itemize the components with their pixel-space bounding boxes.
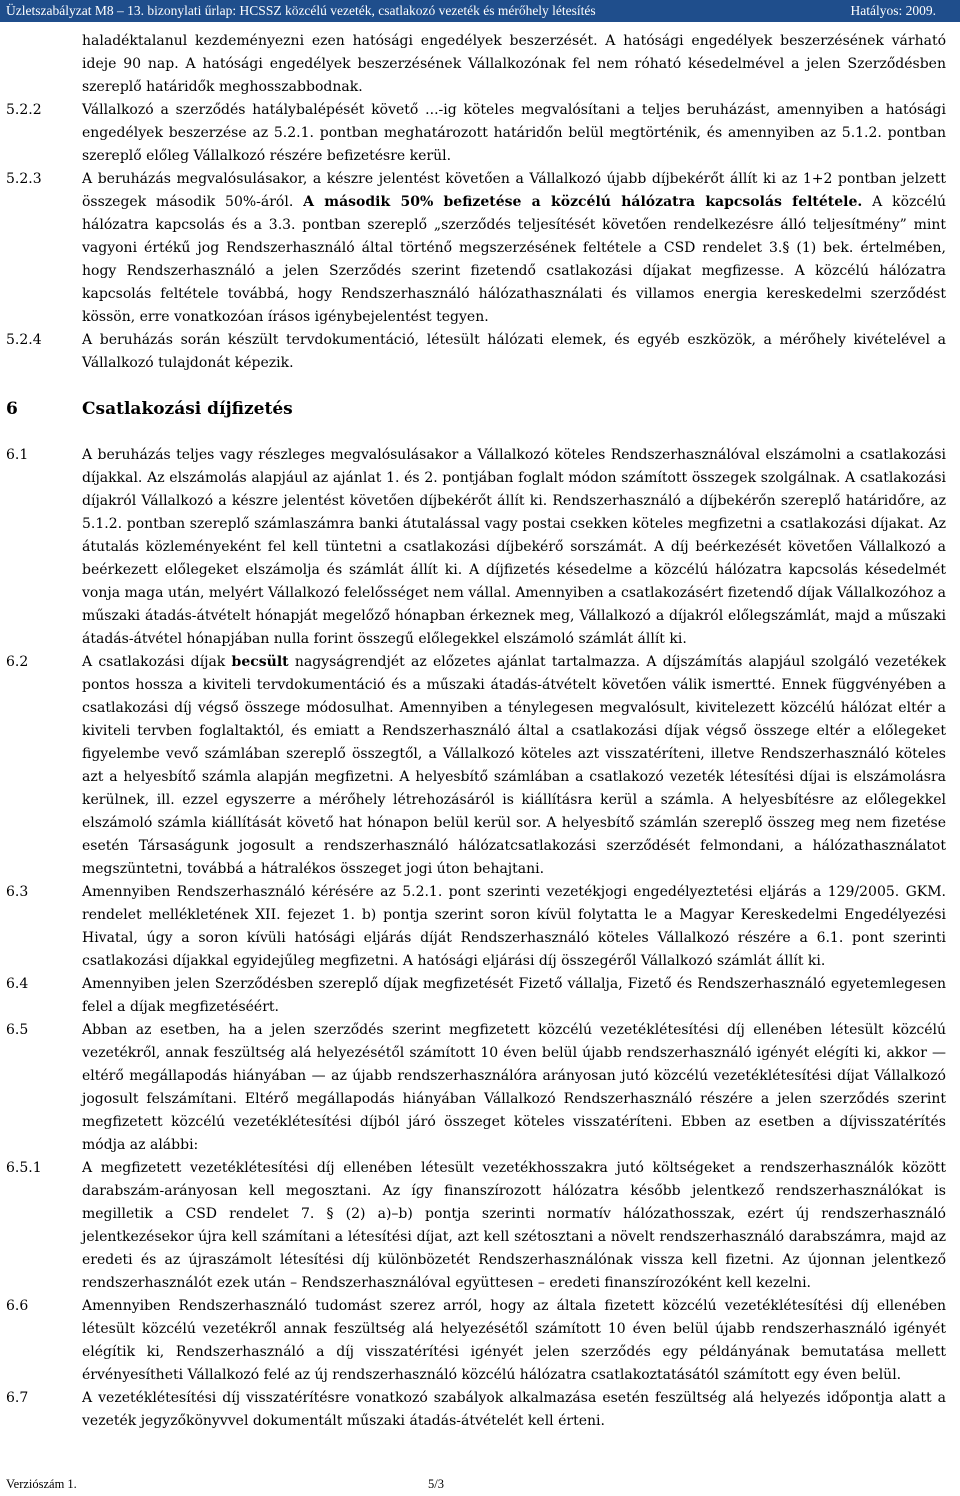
page-number: 5/3 — [428, 1477, 444, 1491]
paragraph-number: 6.4 — [6, 976, 29, 992]
paragraph-text-part: A közcélú hálózatra kapcsolás és a 3.3. pontban szereplő „szerződés teljesítését követően rendelkezésre álló teljesítmény” mint vagyoni értékű jog Rendszerhasználó által történő megszerzésének feltétele a CSD rendelet 3.§ (1) bek. értelmében, hogy Rendszerhasználó a jelen Szerződés szerint fizetendő csatlakozási díjakat megfizesse. A közcélú hálózatra kapcsolás feltétele továbbá, hogy Rendszerhasználó hálózathasználati és villamos energia kereskedelmi szerződést kössön, erre vonatkozóan írásos igénybejelentést tegyen. — [82, 194, 946, 325]
paragraph-6-3 — [6, 881, 946, 973]
paragraph-6-6 — [6, 1295, 946, 1387]
paragraph-text: A megfizetett vezetéklétesítési díj ellenében létesült vezetékhosszakra jutó költségeket a rendszerhasználók között darabszám-arányosan kell megosztani. Az így finanszírozott hálózatra később jelentkező rendszerhasználókat is megilletik a CSD rendelet 7. § (2) a)–b) pontja szerinti normatív hálózathosszak, ezért új rendszerhasználó jelentkezésekor újra kell számítani a létesítési díjat, azt kell szétosztani a növelt rendszerhasználó darabszámra, majd az eredeti és az újraszámolt létesítési díj különbözetét Rendszerhasználónak vissza kell fizetni. Az újonnan jelentkező rendszerhasználót ezek után – Rendszerhasználóval együttesen – eredeti finanszírozóként kell kezelni. — [82, 1160, 946, 1291]
paragraph-continuation — [6, 30, 946, 99]
paragraph-5-2-2 — [6, 99, 946, 168]
paragraph-bold-text: becsült — [231, 654, 289, 670]
section-heading — [6, 397, 946, 421]
paragraph-6-2 — [6, 651, 946, 881]
paragraph-text-part: A beruházás megvalósulásakor, a készre jelentést követően a Vállalkozó újabb díjbekérőt állít ki az 1+2 pontban jelzett összegek második 50%-áról. — [82, 171, 946, 210]
paragraph-number: 6.2 — [6, 654, 29, 670]
paragraph-6-5 — [6, 1019, 946, 1157]
page-header — [0, 0, 960, 22]
paragraph-text — [82, 651, 946, 881]
paragraph-text-part: A csatlakozási díjak — [82, 654, 232, 670]
paragraph-text: A beruházás során készült tervdokumentáció, létesült hálózati elemek, és egyéb eszközök, a mérőhely kivételével a Vállalkozó tulajdonát képezik. — [82, 332, 946, 371]
paragraph-text: Vállalkozó a szerződés hatálybalépését követő ...-ig köteles megvalósítani a teljes beruházást, amennyiben a hatósági engedélyek beszerzése az 5.2.1. pontban meghatározott határidőn belül megtörténik, és amennyiben az 5.1.2. pontban szereplő előleg Vállalkozó részére befizetésre kerül. — [82, 102, 946, 164]
paragraph-text — [82, 168, 946, 329]
paragraph-text: A vezetéklétesítési díj visszatérítésre vonatkozó szabályok alkalmazása esetén feszültség alá helyezés időpontja alatt a vezeték jegyzőkönyvvel dokumentált műszaki átadás-átvételét kell érteni. — [82, 1390, 946, 1429]
section-number: 6 — [6, 399, 18, 419]
paragraph-number: 6.5 — [6, 1022, 29, 1038]
paragraph-text: haladéktalanul kezdeményezni ezen hatósági engedélyek beszerzését. A hatósági engedélyek beszerzésének várható ideje 90 nap. A hatósági engedélyek beszerzésének Vállalkozónak fel nem róható késedelmével a jelen Szerződésben szereplő határidők meghosszabbodnak. — [82, 33, 946, 95]
section-title: Csatlakozási díjfizetés — [82, 399, 293, 419]
paragraph-6-7 — [6, 1387, 946, 1433]
paragraph-text-part: nagyságrendjét az előzetes ajánlat tartalmazza. A díjszámítás alapjául szolgáló vezetékek pontos hossza a kiviteli tervdokumentáció és a műszaki átadás-átvételt követően válik ismertté. Ennek függvényében a csatlakozási díj végső összege módosulhat. Amennyiben a ténylegesen megvalósult, kivitelezett közcélú hálózat eltér a kiviteli tervben foglaltaktól, és emiatt a Rendszerhasználó által a csatlakozási díjak végső összege eltér a előlegeket figyelembe vevő számlában szereplő összegtől, a Vállalkozó köteles azt visszatéríteni, illetve Rendszerhasználó köteles azt a helyesbítő számla alapján megfizetni. A helyesbítő számlában a csatlakozó vezeték létesítési díjai is elszámolásra kerülnek, ill. ezzel egyszerre a mérőhely létrehozásáról is kiállításra kerül a számla. A helyesbítésre az előlegekkel elszámoló számla kiállítását követő hat hónapon belül kerül sor. A helyesbítő számlán szereplő összeg meg nem fizetése esetén Társaságunk jogosult a rendszerhasználó hálózatcsatlakozási szerződését felmondani, a hálózathasználatot megszüntetni, továbbá a hátralékos összeget jogi úton behajtani. — [82, 654, 946, 877]
paragraph-text: Abban az esetben, ha a jelen szerződés szerint megfizetett közcélú vezetéklétesítési díj ellenében létesült közcélú vezetékről, annak feszültség alá helyezésétől számított 10 éven belül újabb rendszerhasználó igényét elégíti ki, akkor — eltérő megállapodás hiányában — az újabb rendszerhasználóra arányosan jutó közcélú vezetéklétesítési díjat Vállalkozó jogosult felszámítani. Eltérő megállapodás hiányában Vállalkozó Rendszerhasználó részére a jelen szerződés szerint megfizetett közcélú vezetéklétesítési díjból járó összeget köteles visszatéríteni. Ebben az esetben a díjvisszatérítés módja az alábbi: — [82, 1022, 946, 1153]
document-body — [6, 30, 946, 1433]
paragraph-6-5-1 — [6, 1157, 946, 1295]
paragraph-6-1 — [6, 444, 946, 651]
paragraph-bold-text: A második 50% befizetése a közcélú hálózatra kapcsolás feltétele. — [303, 194, 863, 210]
paragraph-text: Amennyiben jelen Szerződésben szereplő díjak megfizetését Fizető vállalja, Fizető és Rendszerhasználó egyetemlegesen felel a díjak megfizetéséért. — [82, 976, 946, 1015]
version-number: Verziószám 1. — [6, 1477, 77, 1491]
paragraph-6-4 — [6, 973, 946, 1019]
header-title: Üzletszabályzat M8 – 13. bizonylati űrlap: HCSSZ közcélú vezeték, csatlakozó vezeték és mérőhely létesítés — [6, 3, 596, 18]
paragraph-text: Amennyiben Rendszerhasználó kérésére az 5.2.1. pont szerinti vezetékjogi engedélyeztetési eljárás a 129/2005. GKM. rendelet mellékletének XII. fejezet 1. b) pontja szerint soron kívül folytatta le a Magyar Kereskedelmi Engedélyezési Hivatal, úgy a soron kívüli hatósági eljárás díját Rendszerhasználó köteles Vállalkozó részére a 6.1. pont szerinti csatlakozási díjakkal egyidejűleg megfizetni. A hatósági eljárási díj összegéről Vállalkozó számlát állít ki. — [82, 884, 946, 969]
paragraph-text: A beruházás teljes vagy részleges megvalósulásakor a Vállalkozó köteles Rendszerhasználóval elszámolni a csatlakozási díjakkal. Az elszámolás alapjául az ajánlat 1. és 2. pontjában foglalt módon számított összegek szolgálnak. A csatlakozási díjakról Vállalkozó a készre jelentést követően díjbekérőt állít ki. Rendszerhasználó a díjbekérőn szereplő határidőre, az 5.1.2. pontban szereplő számlaszámra banki átutalással vagy postai csekken köteles megfizetni a csatlakozási díjakat. Az átutalás közleményeként fel kell tüntetni a csatlakozási díjbekérő sorszámát. A díj beérkezését követően Vállalkozó a beérkezett előlegeket elszámolja és számlát állít ki. A díjfizetés késedelme a közcélú hálózatra kapcsolás késedelmét vonja maga után, melyért Vállalkozó felelősséget nem vállal. Amennyiben a csatlakozásért fizetendő díjak Vállalkozóhoz a műszaki átadás-átvételt hónapját megelőző hónapban érkeznek meg, Vállalkozó a díjakról előlegszámlát, majd a műszaki átadás-átvétel hónapjában nulla forint összegű előlegekkel elszámoló számlát állít ki. — [82, 447, 946, 647]
paragraph-5-2-4 — [6, 329, 946, 375]
paragraph-number: 5.2.4 — [6, 332, 42, 348]
paragraph-number: 6.6 — [6, 1298, 29, 1314]
header-effective-date: Hatályos: 2009. — [850, 3, 936, 18]
paragraph-5-2-3 — [6, 168, 946, 329]
paragraph-number: 6.7 — [6, 1390, 29, 1406]
paragraph-number: 5.2.3 — [6, 171, 42, 187]
paragraph-number: 6.1 — [6, 447, 29, 463]
paragraph-number: 6.5.1 — [6, 1160, 42, 1176]
paragraph-text: Amennyiben Rendszerhasználó tudomást szerez arról, hogy az általa fizetett közcélú vezetéklétesítési díj ellenében létesült közcélú vezetékről annak feszültség alá helyezésétől számított 10 éven belül újabb rendszerhasználó igényét elégítik ki, Rendszerhasználó a díj visszatérítési igényét jelen szerződés egy példányának bemutatása mellett érvényesítheti Vállalkozó felé az új rendszerhasználó közcélú hálózatra csatlakoztatásától számított egy éven belül. — [82, 1298, 946, 1383]
paragraph-number: 6.3 — [6, 884, 29, 900]
paragraph-number: 5.2.2 — [6, 102, 42, 118]
